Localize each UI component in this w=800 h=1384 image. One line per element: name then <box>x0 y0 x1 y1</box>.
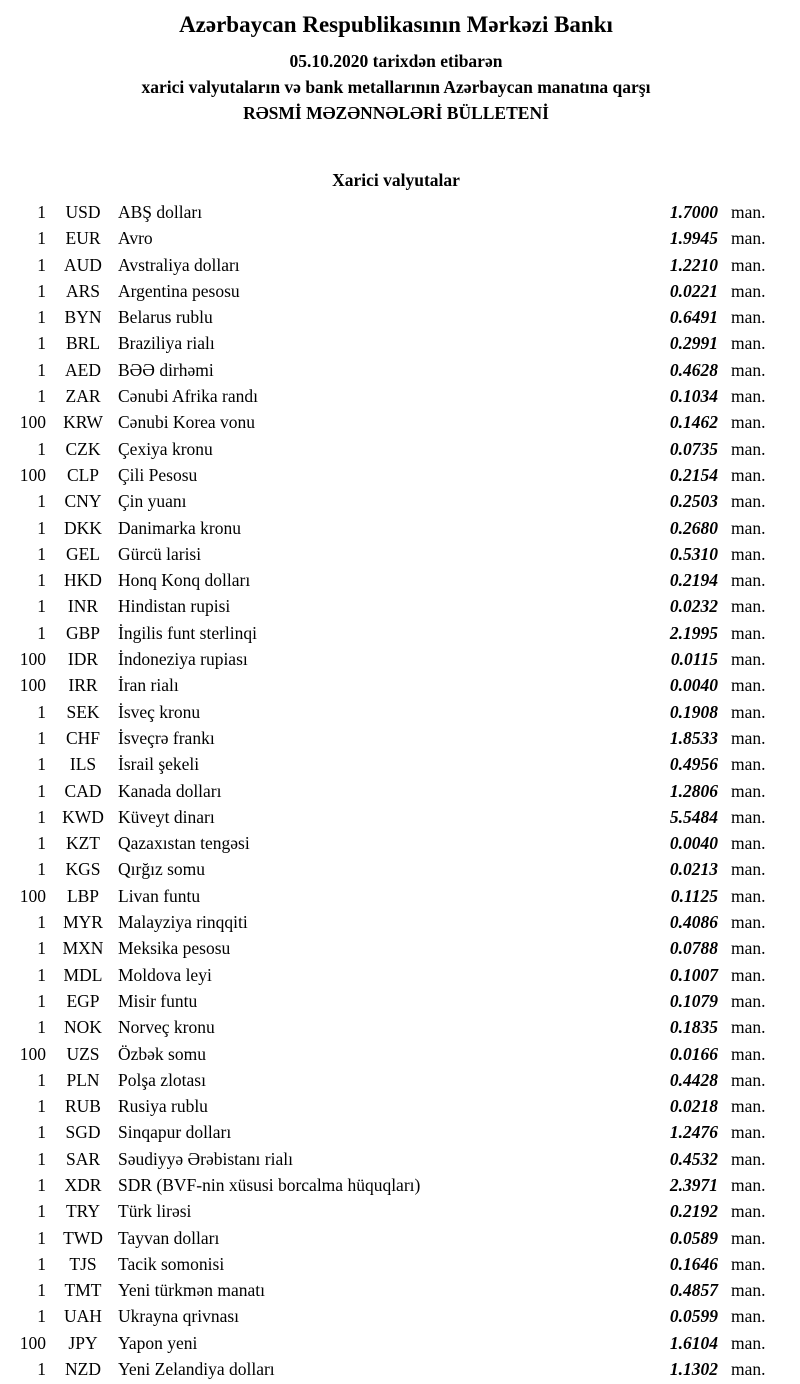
rate-value: 0.6491 <box>669 307 718 328</box>
currency-name: Yeni Zelandiya dolları <box>118 1359 275 1380</box>
currency-row <box>16 778 776 804</box>
currency-code: MYR <box>63 912 103 933</box>
currency-code: IDR <box>67 649 99 670</box>
rate-value: 0.1908 <box>669 701 718 722</box>
currency-row <box>16 357 776 383</box>
currency-code: DKK <box>64 517 102 538</box>
unit-label: man. <box>731 333 766 354</box>
unit-label: man. <box>731 1280 766 1301</box>
currency-row <box>16 252 776 278</box>
currency-quantity: 1 <box>37 1253 46 1274</box>
unit-label: man. <box>731 701 766 722</box>
currency-code: USD <box>65 202 101 222</box>
currency-quantity: 1 <box>37 1280 46 1301</box>
rate-value: 0.1007 <box>669 964 718 985</box>
currency-row <box>16 1093 776 1119</box>
currency-quantity: 1 <box>37 780 46 801</box>
currency-name: İsveç kronu <box>118 701 201 722</box>
currency-row <box>16 1356 776 1382</box>
currency-name: Malayziya rinqqiti <box>118 912 248 933</box>
currency-name: SDR (BVF-nin xüsusi borcalma hüquqları) <box>118 1174 421 1195</box>
currency-name: Rusiya rublu <box>118 1096 208 1117</box>
effective-date: 05.10.2020 tarixdən etibarən <box>289 51 503 71</box>
currency-name: İngilis funt sterlinqi <box>118 622 258 643</box>
currency-name: Kanada dolları <box>118 780 222 801</box>
unit-label: man. <box>731 1253 766 1274</box>
currency-code: TWD <box>63 1227 103 1248</box>
unit-label: man. <box>731 1306 766 1327</box>
rate-value: 0.4956 <box>669 754 718 775</box>
currency-name: Honq Konq dolları <box>118 570 251 591</box>
rate-value: 0.1079 <box>669 990 718 1011</box>
currency-name: İndoneziya rupiası <box>118 649 248 670</box>
bulletin-title: RƏSMİ MƏZƏNNƏLƏRİ BÜLLETENİ <box>243 103 549 123</box>
currency-row <box>16 804 776 830</box>
currency-quantity: 1 <box>37 1306 46 1327</box>
currency-row <box>16 541 776 567</box>
currency-name: Misir funtu <box>118 990 198 1011</box>
currency-name: İran rialı <box>118 675 179 696</box>
currency-row <box>16 935 776 961</box>
section-title-foreign-currencies: Xarici valyutalar <box>332 170 460 190</box>
currency-code: CHF <box>65 727 101 748</box>
currency-quantity: 1 <box>37 359 46 380</box>
rate-value: 0.1462 <box>669 412 718 433</box>
currency-name: Cənubi Afrika randı <box>118 386 258 407</box>
rate-value: 0.0115 <box>670 649 718 670</box>
rate-value: 0.1835 <box>669 1017 718 1038</box>
rate-value: 0.0040 <box>669 833 718 854</box>
unit-label: man. <box>731 964 766 985</box>
currency-row <box>16 1198 776 1224</box>
unit-label: man. <box>731 1227 766 1248</box>
unit-label: man. <box>731 464 766 485</box>
currency-name: İsveçrə frankı <box>118 727 215 748</box>
currency-row <box>16 725 776 751</box>
currency-row <box>16 515 776 541</box>
currency-code: CZK <box>65 438 101 459</box>
currency-name: Avro <box>118 228 153 249</box>
currency-code: SEK <box>66 701 100 722</box>
currency-quantity: 1 <box>37 912 46 933</box>
currency-code: PLN <box>66 1069 100 1090</box>
unit-label: man. <box>731 938 766 959</box>
rate-value: 1.1302 <box>669 1359 718 1380</box>
currency-name: İsrail şekeli <box>118 754 200 775</box>
currency-quantity: 1 <box>37 727 46 748</box>
currency-row <box>16 1146 776 1172</box>
currency-row <box>16 883 776 909</box>
unit-label: man. <box>731 912 766 933</box>
currency-code: SGD <box>65 1122 101 1143</box>
currency-quantity: 1 <box>37 1096 46 1117</box>
rate-value: 0.0599 <box>669 1306 718 1327</box>
currency-row <box>16 830 776 856</box>
rates-list <box>16 199 776 1382</box>
currency-row <box>16 278 776 304</box>
currency-name: Tacik somonisi <box>118 1253 225 1274</box>
currency-row <box>16 304 776 330</box>
unit-label: man. <box>731 202 766 222</box>
currency-name: Sinqapur dolları <box>118 1122 232 1143</box>
currency-code: RUB <box>65 1096 101 1117</box>
unit-label: man. <box>731 543 766 564</box>
currency-quantity: 100 <box>19 464 46 485</box>
currency-quantity: 1 <box>37 1122 46 1143</box>
unit-label: man. <box>731 254 766 275</box>
rate-value: 0.1646 <box>669 1253 718 1274</box>
currency-quantity: 100 <box>19 675 46 696</box>
rate-value: 0.2154 <box>669 464 718 485</box>
unit-label: man. <box>731 1359 766 1380</box>
currency-name: Küveyt dinarı <box>118 806 215 827</box>
currency-row <box>16 962 776 988</box>
currency-row <box>16 1119 776 1145</box>
currency-code: UAH <box>64 1306 102 1327</box>
unit-label: man. <box>731 491 766 512</box>
rate-value: 0.0232 <box>669 596 718 617</box>
rate-value: 1.2210 <box>669 254 718 275</box>
unit-label: man. <box>731 622 766 643</box>
currency-code: TMT <box>64 1280 102 1301</box>
rate-value: 0.4532 <box>669 1148 718 1169</box>
currency-quantity: 1 <box>37 491 46 512</box>
currency-name: ABŞ dolları <box>118 202 203 222</box>
rate-value: 0.0166 <box>669 1043 718 1064</box>
unit-label: man. <box>731 859 766 880</box>
currency-quantity: 1 <box>37 254 46 275</box>
subtitle-line: xarici valyutaların və bank metallarının Azərbaycan manatına qarşı <box>141 77 651 97</box>
currency-quantity: 1 <box>37 1359 46 1380</box>
unit-label: man. <box>731 1148 766 1169</box>
currency-quantity: 1 <box>37 964 46 985</box>
page-title: Azərbaycan Respublikasının Mərkəzi Bankı <box>179 12 613 37</box>
currency-quantity: 100 <box>19 885 46 906</box>
currency-row <box>16 1014 776 1040</box>
currency-row <box>16 1225 776 1251</box>
unit-label: man. <box>731 885 766 906</box>
currency-quantity: 1 <box>37 1069 46 1090</box>
currency-name: Qazaxıstan tengəsi <box>118 833 250 854</box>
currency-quantity: 1 <box>37 990 46 1011</box>
currency-quantity: 1 <box>37 570 46 591</box>
currency-code: AED <box>65 359 101 380</box>
rate-value: 0.1125 <box>670 885 718 906</box>
currency-code: AUD <box>64 254 102 275</box>
currency-code: ILS <box>69 754 97 775</box>
rate-value: 0.2194 <box>669 570 718 591</box>
rate-value: 1.7000 <box>669 202 718 222</box>
currency-code: EGP <box>66 990 100 1011</box>
currency-code: KWD <box>62 806 104 827</box>
unit-label: man. <box>731 727 766 748</box>
currency-name: Braziliya rialı <box>118 333 215 354</box>
currency-row <box>16 383 776 409</box>
currency-quantity: 1 <box>37 438 46 459</box>
currency-row <box>16 672 776 698</box>
currency-code: KGS <box>65 859 101 880</box>
currency-name: Avstraliya dolları <box>118 254 240 275</box>
currency-name: Moldova leyi <box>118 964 212 985</box>
currency-name: Ukrayna qrivnası <box>118 1306 240 1327</box>
currency-quantity: 1 <box>37 202 46 222</box>
currency-code: MXN <box>62 938 104 959</box>
unit-label: man. <box>731 280 766 301</box>
rate-value: 0.0788 <box>669 938 718 959</box>
rate-value: 0.4428 <box>669 1069 718 1090</box>
currency-quantity: 100 <box>19 649 46 670</box>
unit-label: man. <box>731 1043 766 1064</box>
currency-code: CNY <box>64 491 102 512</box>
rate-value: 0.0589 <box>669 1227 718 1248</box>
currency-quantity: 1 <box>37 622 46 643</box>
currency-quantity: 1 <box>37 386 46 407</box>
currency-quantity: 1 <box>37 333 46 354</box>
currency-code: NZD <box>65 1359 101 1380</box>
rate-value: 0.2680 <box>669 517 718 538</box>
rate-value: 1.6104 <box>669 1332 718 1353</box>
rate-value: 0.4857 <box>669 1280 718 1301</box>
rate-value: 0.2991 <box>669 333 718 354</box>
rate-value: 0.0221 <box>669 280 718 301</box>
unit-label: man. <box>731 1332 766 1353</box>
currency-quantity: 1 <box>37 833 46 854</box>
rate-value: 5.5484 <box>669 806 718 827</box>
rate-value: 0.0213 <box>669 859 718 880</box>
currency-quantity: 1 <box>37 1174 46 1195</box>
currency-code: TRY <box>65 1201 101 1222</box>
currency-name: Çili Pesosu <box>118 464 198 485</box>
unit-label: man. <box>731 1201 766 1222</box>
unit-label: man. <box>731 228 766 249</box>
currency-code: EUR <box>65 228 101 249</box>
currency-name: Polşa zlotası <box>118 1069 206 1090</box>
currency-code: SAR <box>65 1148 101 1169</box>
currency-code: XDR <box>64 1174 102 1195</box>
rate-value: 1.9945 <box>669 228 718 249</box>
currency-row <box>16 1330 776 1356</box>
currency-code: JPY <box>68 1332 98 1353</box>
currency-name: Norveç kronu <box>118 1017 215 1038</box>
unit-label: man. <box>731 833 766 854</box>
rate-value: 1.8533 <box>669 727 718 748</box>
currency-row <box>16 593 776 619</box>
currency-row <box>16 1277 776 1303</box>
currency-code: TJS <box>69 1253 97 1274</box>
currency-row <box>16 620 776 646</box>
unit-label: man. <box>731 1096 766 1117</box>
unit-label: man. <box>731 412 766 433</box>
currency-quantity: 1 <box>37 1017 46 1038</box>
currency-name: Yeni türkmən manatı <box>118 1280 265 1301</box>
currency-row <box>16 751 776 777</box>
currency-code: ZAR <box>65 386 101 407</box>
currency-code: CAD <box>64 780 102 801</box>
currency-row <box>16 856 776 882</box>
currency-code: BYN <box>64 307 102 328</box>
currency-row <box>16 988 776 1014</box>
unit-label: man. <box>731 1174 766 1195</box>
unit-label: man. <box>731 359 766 380</box>
currency-row <box>16 1172 776 1198</box>
currency-name: BƏƏ dirhəmi <box>118 359 214 380</box>
currency-row <box>16 646 776 672</box>
currency-quantity: 1 <box>37 307 46 328</box>
currency-quantity: 1 <box>37 1148 46 1169</box>
unit-label: man. <box>731 570 766 591</box>
currency-name: Çexiya kronu <box>118 438 213 459</box>
currency-code: IRR <box>68 675 98 696</box>
rate-value: 2.3971 <box>669 1174 718 1195</box>
unit-label: man. <box>731 780 766 801</box>
rate-value: 0.5310 <box>669 543 718 564</box>
currency-code: KRW <box>63 412 103 433</box>
currency-quantity: 100 <box>19 1043 46 1064</box>
currency-row <box>16 225 776 251</box>
currency-row <box>16 567 776 593</box>
unit-label: man. <box>731 754 766 775</box>
currency-quantity: 100 <box>19 412 46 433</box>
currency-row <box>16 488 776 514</box>
currency-name: Meksika pesosu <box>118 938 231 959</box>
unit-label: man. <box>731 990 766 1011</box>
unit-label: man. <box>731 675 766 696</box>
currency-code: KZT <box>65 833 101 854</box>
currency-quantity: 1 <box>37 754 46 775</box>
currency-quantity: 1 <box>37 859 46 880</box>
unit-label: man. <box>731 1122 766 1143</box>
document-header <box>16 10 776 126</box>
currency-name: Tayvan dolları <box>118 1227 220 1248</box>
currency-row <box>16 1041 776 1067</box>
currency-code: NOK <box>64 1017 102 1038</box>
unit-label: man. <box>731 649 766 670</box>
unit-label: man. <box>731 438 766 459</box>
unit-label: man. <box>731 386 766 407</box>
rate-value: 0.4086 <box>669 912 718 933</box>
rate-value: 0.4628 <box>669 359 718 380</box>
currency-name: Türk lirəsi <box>118 1201 192 1222</box>
rate-value: 0.2192 <box>669 1201 718 1222</box>
unit-label: man. <box>731 806 766 827</box>
currency-code: INR <box>67 596 99 617</box>
currency-code: CLP <box>66 464 100 485</box>
currency-code: GBP <box>65 622 101 643</box>
unit-label: man. <box>731 1017 766 1038</box>
currency-row <box>16 1251 776 1277</box>
currency-code: ARS <box>65 280 101 301</box>
currency-name: Qırğız somu <box>118 859 206 880</box>
currency-code: HKD <box>64 570 102 591</box>
currency-name: Hindistan rupisi <box>118 596 231 617</box>
rate-value: 0.1034 <box>669 386 718 407</box>
currency-code: UZS <box>66 1043 100 1064</box>
currency-quantity: 1 <box>37 280 46 301</box>
currency-quantity: 1 <box>37 543 46 564</box>
currency-row <box>16 436 776 462</box>
rate-value: 2.1995 <box>669 622 718 643</box>
currency-name: Özbək somu <box>118 1043 206 1064</box>
currency-row <box>16 462 776 488</box>
currency-row <box>16 699 776 725</box>
currency-code: MDL <box>63 964 103 985</box>
currency-quantity: 1 <box>37 228 46 249</box>
currency-quantity: 1 <box>37 517 46 538</box>
currency-row <box>16 909 776 935</box>
currency-quantity: 1 <box>37 1227 46 1248</box>
currency-name: Çin yuanı <box>118 491 187 512</box>
currency-name: Gürcü larisi <box>118 543 202 564</box>
currency-quantity: 1 <box>37 596 46 617</box>
currency-name: Yapon yeni <box>118 1332 198 1353</box>
rate-value: 0.0218 <box>669 1096 718 1117</box>
currency-row <box>16 199 776 225</box>
unit-label: man. <box>731 517 766 538</box>
currency-quantity: 1 <box>37 938 46 959</box>
rate-value: 1.2476 <box>669 1122 718 1143</box>
rate-value: 0.0040 <box>669 675 718 696</box>
currency-quantity: 1 <box>37 806 46 827</box>
currency-row <box>16 409 776 435</box>
currency-row <box>16 1067 776 1093</box>
currency-name: Danimarka kronu <box>118 517 241 538</box>
currency-quantity: 1 <box>37 1201 46 1222</box>
unit-label: man. <box>731 596 766 617</box>
currency-code: LBP <box>66 885 100 906</box>
currency-name: Belarus rublu <box>118 307 213 328</box>
currency-name: Argentina pesosu <box>118 280 240 301</box>
currency-quantity: 100 <box>19 1332 46 1353</box>
currency-code: BRL <box>65 333 101 354</box>
currency-code: GEL <box>65 543 101 564</box>
currency-row <box>16 1303 776 1329</box>
unit-label: man. <box>731 307 766 328</box>
currency-name: Cənubi Korea vonu <box>118 412 256 433</box>
currency-quantity: 1 <box>37 701 46 722</box>
currency-name: Səudiyyə Ərəbistanı rialı <box>118 1148 293 1169</box>
currency-row <box>16 330 776 356</box>
rate-value: 0.2503 <box>669 491 718 512</box>
unit-label: man. <box>731 1069 766 1090</box>
rate-value: 1.2806 <box>669 780 718 801</box>
rate-value: 0.0735 <box>669 438 718 459</box>
currency-name: Livan funtu <box>118 885 201 906</box>
